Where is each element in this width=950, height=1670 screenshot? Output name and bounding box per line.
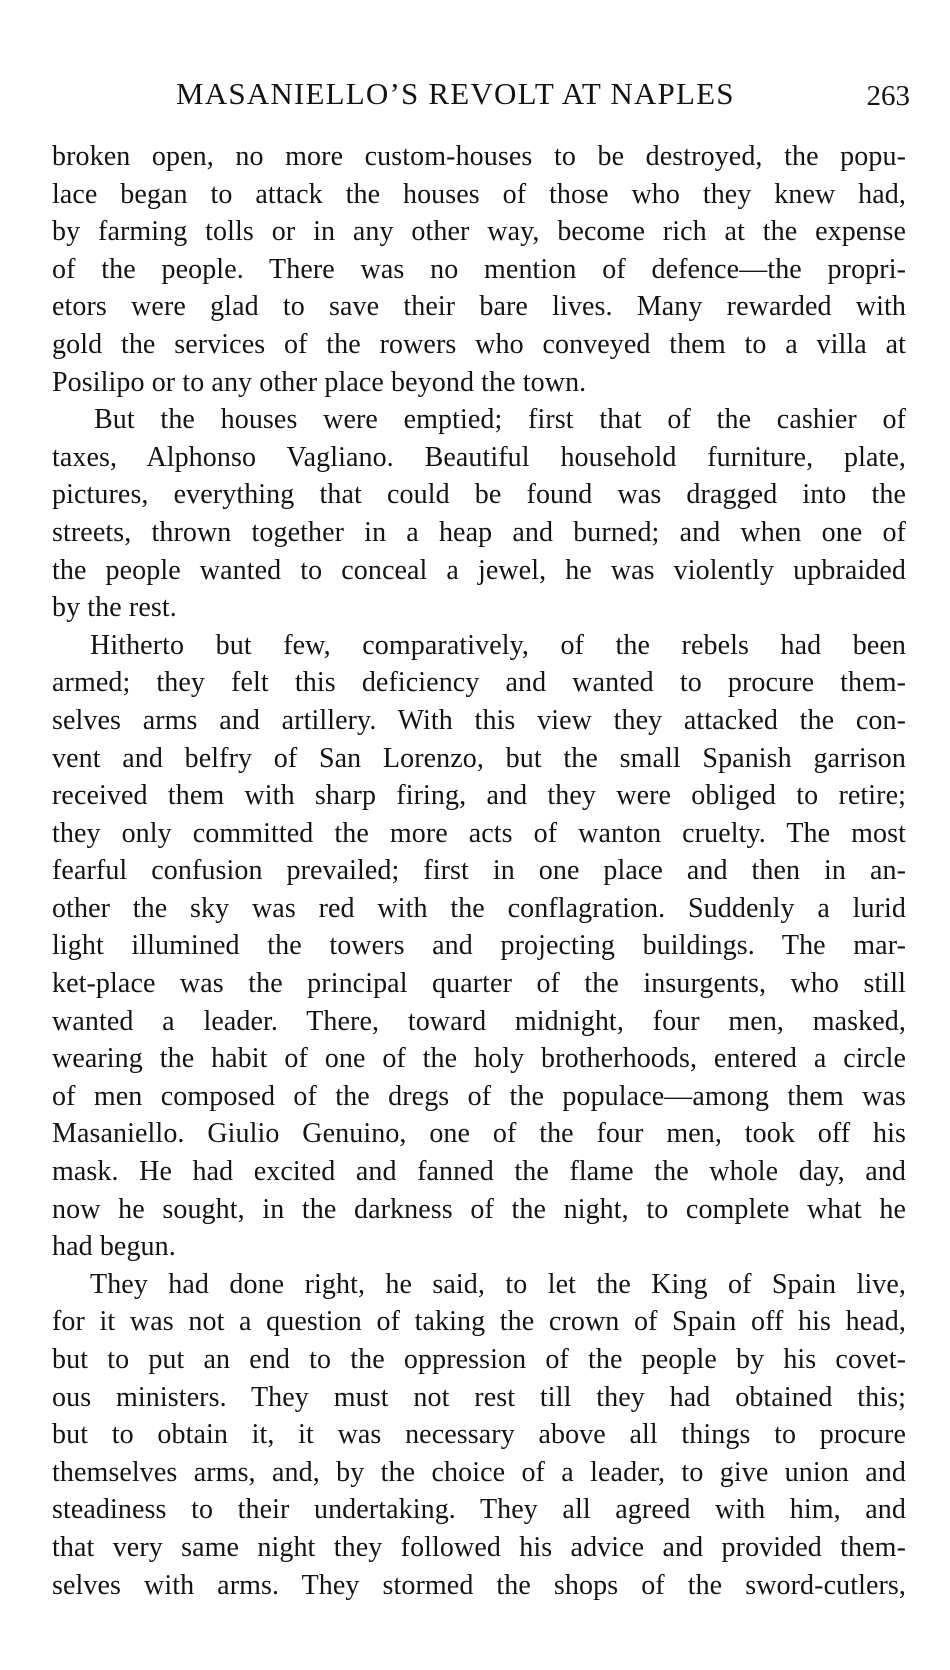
text-line: steadiness to their undertaking. They all agreed with him, and xyxy=(52,1494,906,1526)
text-line: now he sought, in the darkness of the night, to complete what he xyxy=(52,1193,906,1225)
text-line: selves arms and artillery. With this view they attacked the con- xyxy=(52,704,906,736)
paragraph-4 xyxy=(52,1266,906,1604)
chapter-title: MASANIELLO’S REVOLT AT NAPLES xyxy=(176,76,735,111)
text-line: Posilipo or to any other place beyond the town. xyxy=(52,366,587,398)
text-line: but to put an end to the oppression of the people by his covet- xyxy=(52,1344,906,1375)
text-line: by farming tolls or in any other way, become rich at the expense xyxy=(52,216,906,248)
text-line: But the houses were emptied; first that of the cashier of xyxy=(94,404,906,436)
text-line: of men composed of the dregs of the populace—among them was xyxy=(52,1080,906,1112)
text-line: light illumined the towers and projecting buildings. The mar- xyxy=(52,930,906,962)
text-line: received them with sharp firing, and they were obliged to retire; xyxy=(52,780,906,812)
text-line: Hitherto but few, comparatively, of the rebels had been xyxy=(90,629,906,661)
text-line: ket-place was the principal quarter of the insurgents, who still xyxy=(52,968,906,1000)
text-line: fearful confusion prevailed; first in one place and then in an- xyxy=(52,855,906,887)
running-header xyxy=(52,74,910,114)
text-line: pictures, everything that could be found was dragged into the xyxy=(52,479,906,511)
text-line: they only committed the more acts of wanton cruelty. The most xyxy=(52,817,906,849)
text-line: Masaniello. Giulio Genuino, one of the four men, took off his xyxy=(52,1118,906,1150)
text-line: armed; they felt this deficiency and wanted to procure them- xyxy=(52,667,906,699)
text-line: themselves arms, and, by the choice of a leader, to give union and xyxy=(52,1456,906,1488)
text-line: by the rest. xyxy=(52,592,177,624)
text-line: gold the services of the rowers who conveyed them to a villa at xyxy=(52,328,906,360)
text-line: the people wanted to conceal a jewel, he was violently upbraided xyxy=(52,554,906,586)
text-line: mask. He had excited and fanned the flame the whole day, and xyxy=(52,1156,906,1188)
text-line: etors were glad to save their bare lives. Many rewarded with xyxy=(52,291,906,323)
text-line: for it was not a question of taking the crown of Spain off his head, xyxy=(52,1306,906,1338)
body-text xyxy=(52,138,906,1604)
text-line: lace began to attack the houses of those who they knew had, xyxy=(52,178,906,210)
paragraph-1 xyxy=(52,138,906,401)
text-line: that very same night they followed his advice and provided them- xyxy=(52,1531,906,1563)
paragraph-2 xyxy=(52,401,906,627)
text-line: selves with arms. They stormed the shops of the sword-cutlers, xyxy=(52,1569,906,1601)
page-number: 263 xyxy=(866,80,910,112)
text-line: vent and belfry of San Lorenzo, but the small Spanish garrison xyxy=(52,742,906,774)
text-line: of the people. There was no mention of defence—the propri- xyxy=(52,253,906,285)
text-line: broken open, no more custom-houses to be destroyed, the popu- xyxy=(52,141,906,172)
text-line: wanted a leader. There, toward midnight, four men, masked, xyxy=(52,1005,906,1037)
text-line: wearing the habit of one of the holy brotherhoods, entered a circle xyxy=(52,1043,906,1075)
text-line: streets, thrown together in a heap and burned; and when one of xyxy=(52,516,906,548)
text-line: They had done right, he said, to let the King of Spain live, xyxy=(90,1268,906,1300)
text-line: ous ministers. They must not rest till they had obtained this; xyxy=(52,1381,906,1413)
text-line: had begun. xyxy=(52,1231,176,1263)
text-line: taxes, Alphonso Vagliano. Beautiful household furniture, plate, xyxy=(52,441,906,473)
text-line: but to obtain it, it was necessary above all things to procure xyxy=(52,1419,906,1451)
text-line: other the sky was red with the conflagration. Suddenly a lurid xyxy=(52,892,906,924)
paragraph-3 xyxy=(52,627,906,1266)
